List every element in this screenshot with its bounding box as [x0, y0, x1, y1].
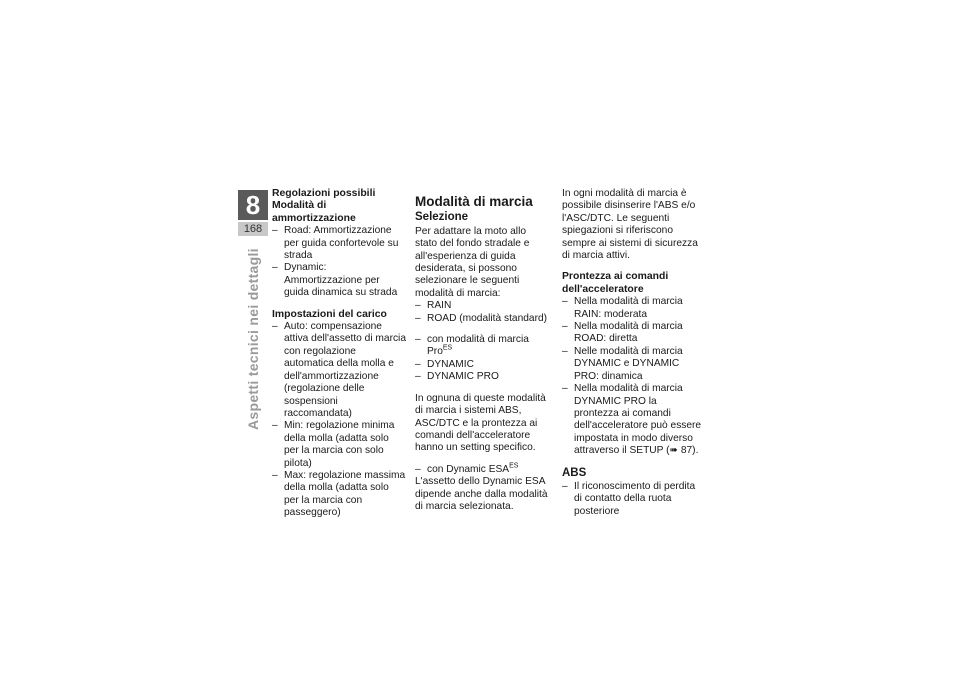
list-item: – Min: regolazione minima della molla (adatta solo per la marcia con solo pilota)	[272, 420, 406, 470]
heading-abs: ABS	[562, 466, 587, 479]
list-item: – Nelle modalità di marcia DYNAMIC e DYNAMIC PRO: dinamica	[562, 346, 702, 383]
list-item: – Dynamic: Ammortizzazione per guida dinamica su strada	[272, 262, 406, 299]
list-item: – Max: regolazione massima della molla (adatta solo per la marcia con passeggero)	[272, 470, 406, 520]
section-subtitle: Selezione	[415, 211, 469, 224]
list-item: – RAIN	[415, 300, 549, 312]
list-item: – con modalità di marcia Pro$^{ES}$	[415, 334, 549, 359]
list-item: – DYNAMIC	[415, 359, 549, 371]
column-2	[415, 188, 549, 513]
heading-ammortizzazione: Modalità di ammortizzazione	[272, 200, 356, 224]
list-item: – con Dynamic $ESA^{ES}$	[415, 464, 549, 476]
heading-throttle: Prontezza ai comandi dell'acceleratore	[562, 271, 669, 295]
load-list	[272, 321, 406, 520]
chapter-title-vertical: Aspetti tecnici nei dettagli	[245, 248, 261, 430]
column-3	[562, 188, 702, 518]
damping-list	[272, 225, 406, 299]
heading-carico: Impostazioni del carico	[272, 308, 387, 320]
pro-modes-list	[415, 359, 549, 384]
basic-modes-list	[415, 300, 549, 325]
list-item: – Nella modalità di marcia ROAD: diretta	[562, 321, 702, 346]
column-1	[272, 188, 406, 520]
paragraph: L'assetto dello Dynamic ESA dipende anche dalla modalità di marcia selezionata.	[415, 476, 548, 512]
list-item: – Nella modalità di marcia DYNAMIC PRO la prontezza ai comandi dell'acceleratore può essere impostata in modo diverso attraverso il SETUP (➠ 87).	[562, 383, 702, 457]
paragraph: In ognuna di queste modalità di marcia i sistemi ABS, ASC/DTC e la prontezza ai comandi dell'acceleratore hanno un setting specifico.	[415, 392, 546, 454]
list-item: – DYNAMIC PRO	[415, 371, 549, 383]
heading-regolazioni: Regolazioni possibili	[272, 188, 376, 199]
list-item: – Auto: compensazione attiva dell'assetto di marcia con regolazione automatica della molla e dell'ammortizzazione (regolazione delle sospensioni raccomandata)	[272, 321, 406, 420]
page-number: 168	[238, 222, 268, 236]
paragraph: In ogni modalità di marcia è possibile disinserire l'ABS e/o l'ASC/DTC. Le seguenti spiegazioni si riferiscono sempre ai sistemi di sicurezza di marcia attivi.	[562, 188, 698, 262]
list-item: – Road: Ammortizzazione per guida confortevole su strada	[272, 225, 406, 262]
intro-paragraph: Per adattare la moto allo stato del fondo stradale e all'esperienza di guida desiderata, si possono selezionare le seguenti modalità di marcia:	[415, 225, 530, 299]
throttle-list	[562, 296, 702, 457]
list-item: – ROAD (modalità standard)	[415, 313, 549, 325]
list-item: – Il riconoscimento di perdita di contatto della ruota posteriore	[562, 481, 702, 518]
abs-list	[562, 481, 702, 518]
chapter-number: 8	[238, 190, 268, 220]
section-title: Modalità di marcia	[415, 194, 533, 209]
option-mark: ES	[509, 462, 519, 470]
chapter-sidebar	[238, 190, 268, 236]
option-mark: ES	[442, 345, 453, 353]
list-item: – Nella modalità di marcia RAIN: moderata	[562, 296, 702, 321]
esa-option-line	[415, 464, 549, 476]
pro-option-line	[415, 334, 549, 359]
